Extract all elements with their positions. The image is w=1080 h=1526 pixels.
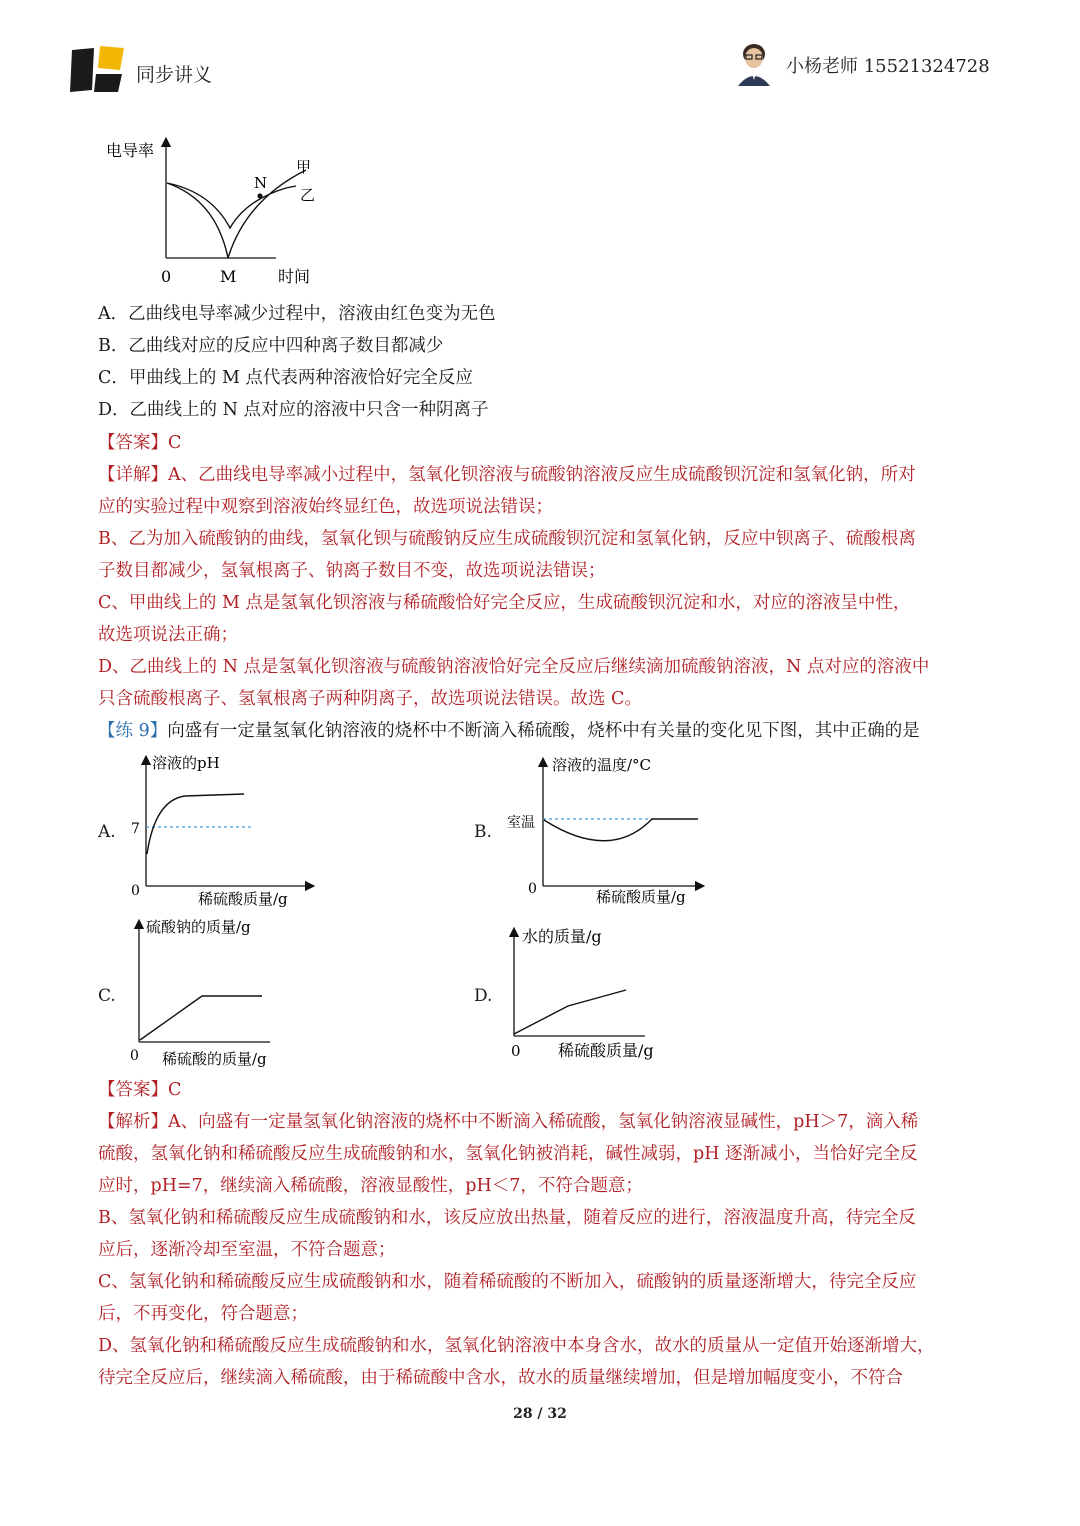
point-m-label: M bbox=[220, 267, 237, 286]
graph-c-origin: 0 bbox=[130, 1048, 139, 1064]
conductivity-figure bbox=[96, 130, 336, 290]
q9-analysis-line: 硫酸，氢氧化钠和稀硫酸反应生成硫酸钠和水，氢氧化钠被消耗，碱性减弱，pH 逐渐减小，当恰好完全反 bbox=[98, 1144, 918, 1164]
header-teacher: 小杨老师 15521324728 bbox=[786, 56, 990, 77]
q8-detail-line: C、甲曲线上的 M 点是氢氧化钡溶液与稀硫酸恰好完全反应，生成硫酸钡沉淀和水，对应的溶液呈中性， bbox=[98, 593, 911, 613]
graph-b-letter: B. bbox=[474, 822, 492, 842]
graph-b-origin: 0 bbox=[528, 881, 537, 897]
q9-analysis-line: C、氢氧化钠和稀硫酸反应生成硫酸钠和水，随着稀硫酸的不断加入，硫酸钠的质量逐渐增大，待完全反应 bbox=[98, 1272, 917, 1292]
q9-analysis-line: 【解析】A、向盛有一定量氢氧化钠溶液的烧杯中不断滴入稀硫酸，氢氧化钠溶液显碱性，pH＞7，滴入稀 bbox=[98, 1112, 919, 1132]
point-n-label: N bbox=[254, 174, 268, 192]
q9-question bbox=[98, 720, 920, 742]
q8-detail-line: 故选项说法正确； bbox=[98, 625, 238, 645]
teacher-avatar bbox=[734, 40, 774, 86]
graph-a-letter: A. bbox=[98, 822, 116, 842]
q9-tag: 【练 9】 bbox=[98, 721, 168, 741]
q9-analysis-line: D、氢氧化钠和稀硫酸反应生成硫酸钠和水，氢氧化钠溶液中本身含水，故水的质量从一定值开始逐渐增大， bbox=[98, 1336, 935, 1356]
graph-d-xlabel: 稀硫酸质量/g bbox=[558, 1041, 654, 1060]
q8-detail-line: 【详解】A、乙曲线电导率减小过程中，氢氧化钡溶液与硫酸钠溶液反应生成硫酸钡沉淀和氢氧化钠，所对 bbox=[98, 465, 916, 485]
option-b: B．乙曲线对应的反应中四种离子数目都减少 bbox=[98, 336, 444, 356]
graph-a-xlabel: 稀硫酸质量/g bbox=[198, 890, 288, 908]
q8-detail-line: 子数目都减少，氢氧根离子、钠离子数目不变，故选项说法错误； bbox=[98, 561, 606, 581]
graph-c-letter: C. bbox=[98, 986, 116, 1006]
graph-a-curve bbox=[147, 794, 244, 854]
graph-d-ylabel: 水的质量/g bbox=[522, 927, 602, 946]
graph-b-roomtemp-label: 室温 bbox=[507, 815, 535, 831]
q9-analysis-line: 应后，逐渐冷却至室温，不符合题意； bbox=[98, 1240, 396, 1260]
graph-a-ph7-label: 7 bbox=[131, 821, 140, 837]
option-a: A．乙曲线电导率减少过程中，溶液由红色变为无色 bbox=[98, 304, 496, 324]
option-c: C．甲曲线上的 M 点代表两种溶液恰好完全反应 bbox=[98, 368, 473, 388]
q8-answer: 【答案】C bbox=[98, 433, 182, 453]
graph-a-origin: 0 bbox=[131, 883, 140, 899]
q8-detail-line: D、乙曲线上的 N 点是氢氧化钡溶液与硫酸钠溶液恰好完全反应后继续滴加硫酸钠溶液，N 点对应的溶液中 bbox=[98, 657, 930, 677]
q9-analysis-line: 后，不再变化，符合题意； bbox=[98, 1304, 308, 1324]
q8-detail-line: 只含硫酸根离子、氢氧根离子两种阴离子，故选项说法错误。故选 C。 bbox=[98, 689, 642, 709]
q9-analysis-line: 待完全反应后，继续滴入稀硫酸，由于稀硫酸中含水，故水的质量继续增加，但是增加幅度变小，不符合 bbox=[98, 1368, 903, 1388]
q9-analysis-line: 应时，pH=7，继续滴入稀硫酸，溶液显酸性，pH＜7，不符合题意； bbox=[98, 1176, 643, 1196]
y-axis-label: 电导率 bbox=[106, 141, 155, 160]
graph-b-xlabel: 稀硫酸质量/g bbox=[596, 888, 686, 906]
curve-yi-label: 乙 bbox=[300, 186, 316, 204]
graph-a bbox=[120, 750, 320, 910]
q9-answer: 【答案】C bbox=[98, 1080, 182, 1100]
option-d: D．乙曲线上的 N 点对应的溶液中只含一种阴离子 bbox=[98, 400, 489, 420]
graph-d-origin: 0 bbox=[511, 1042, 521, 1060]
graph-d-curve bbox=[514, 990, 626, 1034]
q8-detail-line: B、乙为加入硫酸钠的曲线，氢氧化钡与硫酸钠反应生成硫酸钡沉淀和氢氧化钠，反应中钡离子、硫酸根离 bbox=[98, 529, 916, 549]
graph-a-ylabel: 溶液的pH bbox=[152, 754, 220, 772]
graph-d bbox=[500, 922, 700, 1072]
graph-b-curve bbox=[544, 819, 698, 841]
q9-analysis-line: B、氢氧化钠和稀硫酸反应生成硫酸钠和水，该反应放出热量，随着反应的进行，溶液温度升高，待完全反 bbox=[98, 1208, 916, 1228]
graph-b-ylabel: 溶液的温度/°C bbox=[552, 756, 652, 774]
curve-jia bbox=[167, 170, 306, 258]
origin-label: 0 bbox=[161, 267, 172, 286]
curve-yi bbox=[167, 183, 296, 228]
header-title: 同步讲义 bbox=[136, 64, 213, 86]
graph-b bbox=[500, 752, 710, 912]
graph-c-xlabel: 稀硫酸的质量/g bbox=[162, 1050, 267, 1068]
graph-c-curve bbox=[140, 996, 262, 1040]
x-axis-label: 时间 bbox=[278, 267, 311, 286]
graph-d-letter: D. bbox=[474, 986, 493, 1006]
q8-detail-line: 应的实验过程中观察到溶液始终显红色，故选项说法错误； bbox=[98, 497, 553, 517]
logo-icon bbox=[68, 44, 128, 94]
graph-c-ylabel: 硫酸钠的质量/g bbox=[146, 918, 251, 936]
point-n bbox=[257, 193, 262, 198]
graph-c bbox=[120, 916, 320, 1076]
curve-jia-label: 甲 bbox=[296, 158, 312, 176]
page-number: 28 / 32 bbox=[513, 1406, 567, 1422]
q9-question-text: 向盛有一定量氢氧化钠溶液的烧杯中不断滴入稀硫酸，烧杯中有关量的变化见下图，其中正确的是 bbox=[167, 721, 920, 741]
